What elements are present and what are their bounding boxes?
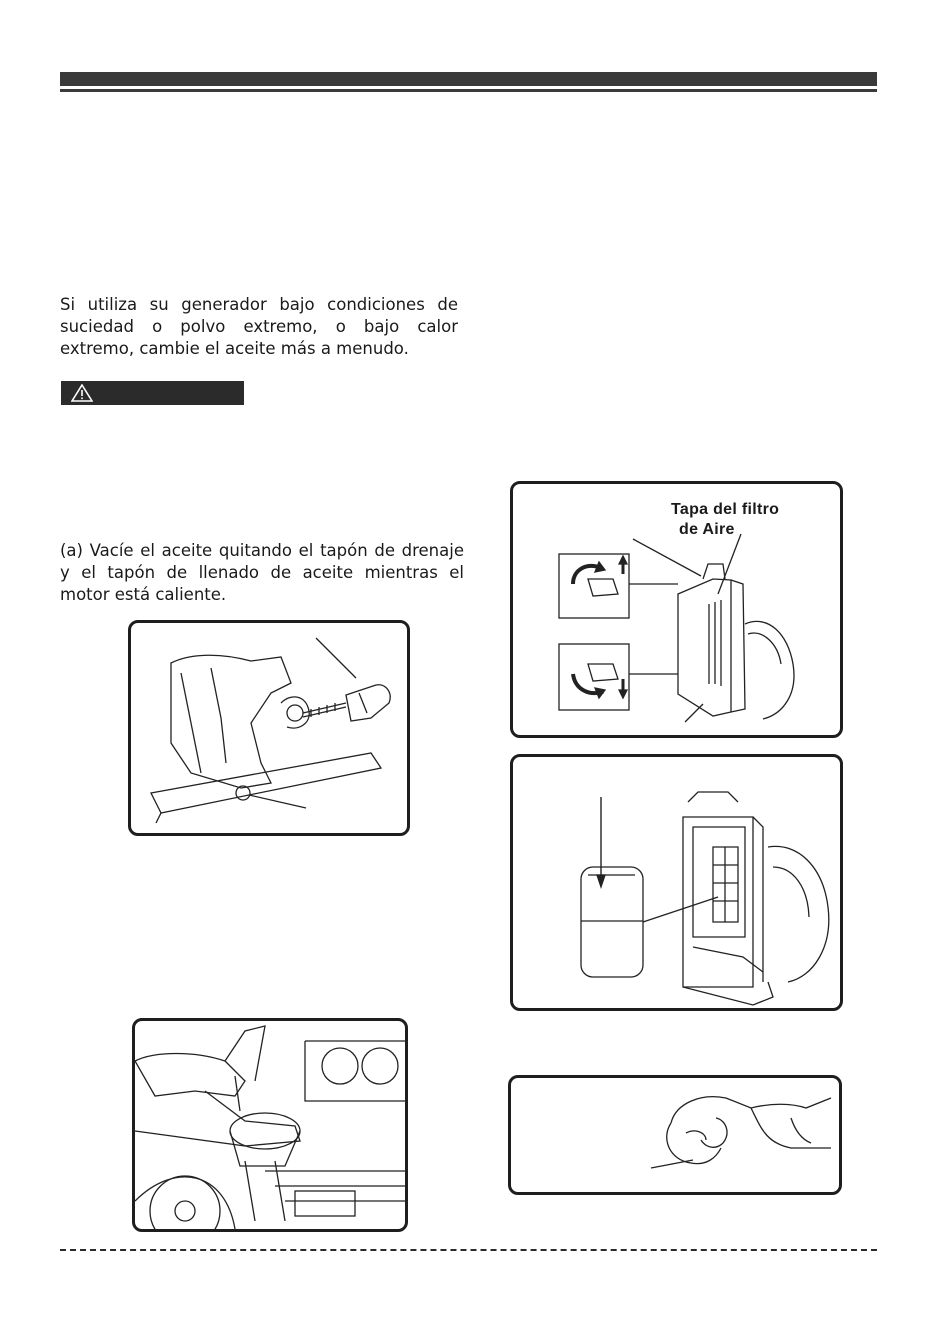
warning-banner <box>61 381 244 405</box>
figure-filter-element <box>510 754 843 1011</box>
step-a-text: (a) Vacíe el aceite quitando el tapón de drenaje y el tapón de llenado de aceite mientras el motor está caliente. <box>60 541 464 604</box>
header-rule <box>60 89 877 92</box>
air-filter-cover-illustration <box>513 484 840 735</box>
label-air-filter-cover-2: de Aire <box>679 521 735 538</box>
oil-pour-illustration <box>135 1021 405 1229</box>
header-bar <box>60 72 877 86</box>
figure-oil-pour <box>132 1018 408 1232</box>
label-air-filter-cover-1: Tapa del filtro <box>671 501 780 518</box>
figure-air-filter-cover <box>510 481 843 738</box>
squeeze-filter-illustration <box>511 1078 839 1192</box>
filter-element-illustration <box>513 757 840 1008</box>
footer-dashed-rule <box>60 1249 877 1251</box>
warning-triangle-icon <box>71 384 93 402</box>
drain-plug-illustration <box>131 623 407 833</box>
figure-drain-plug <box>128 620 410 836</box>
paragraph-dirty-conditions: Si utiliza su generador bajo condiciones de suciedad o polvo extremo, o bajo calor extremo, cambie el aceite más a menudo. <box>60 295 458 358</box>
figure-squeeze-filter <box>508 1075 842 1195</box>
